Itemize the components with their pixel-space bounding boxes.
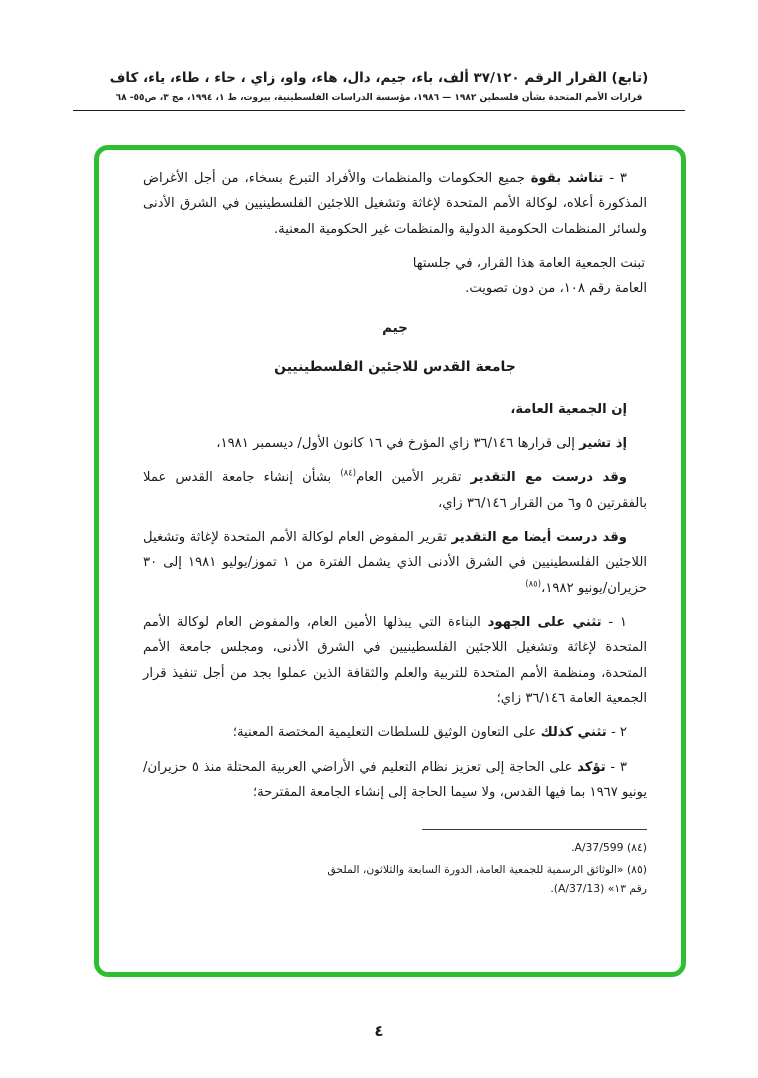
- footnote-84: [312, 838, 647, 857]
- paragraph-recalling: [143, 431, 647, 456]
- paragraph-considered-sg-lead: وقد درست مع التقدير: [470, 470, 627, 486]
- paragraph-considered-cg-lead: وقد درست أيضا مع التقدير: [451, 529, 627, 545]
- preamble-open-text: إن الجمعية العامة،: [510, 401, 627, 417]
- paragraph-operative-1-lead: تثني على الجهود: [487, 614, 602, 630]
- footnote-85: [312, 860, 647, 898]
- document-body: [99, 150, 681, 898]
- paragraph-operative-2-number: ٢ -: [606, 725, 627, 741]
- adoption-note: تبنت الجمعية العامة هذا القرار، في جلستها العامة رقم ١٠٨، من دون تصويت.: [412, 256, 647, 297]
- paragraph-appeal: [143, 166, 647, 242]
- paragraph-operative-2-lead: تثني كذلك: [540, 725, 607, 741]
- paragraph-operative-2-text: على التعاون الوثيق للسلطات التعليمية المختصة المعنية؛: [232, 725, 541, 741]
- paragraph-operative-3-lead: تؤكد: [577, 759, 606, 775]
- footnote-separator: [422, 829, 647, 830]
- footnote-84-marker: (٨٤): [626, 841, 647, 855]
- footnote-84-text: A/37/599.: [571, 841, 627, 855]
- footnote-85-marker: (٨٥): [626, 862, 647, 876]
- paragraph-operative-2: [143, 720, 647, 745]
- footnote-ref-84: (٨٤): [340, 468, 357, 479]
- page-number: ٤: [374, 1022, 384, 1040]
- paragraph-recalling-text: إلى قرارها ٣٦/١٤٦ زاي المؤرخ في ١٦ كانون الأول/ ديسمبر ١٩٨١،: [216, 435, 580, 451]
- content-frame: [94, 145, 686, 977]
- paragraph-operative-3-text: على الحاجة إلى تعزيز نظام التعليم في الأراضي العربية المحتلة منذ ٥ حزيران/يونيو ١٩٦٧ بما فيها القدس، ولا سيما الحاجة إلى إنشاء الجامعة المقترحة؛: [143, 759, 647, 800]
- paragraph-considered-sg-text-after: بشأن إنشاء جامعة القدس عملا بالفقرتين ٥ و٦ من القرار ٣٦/١٤٦ زاي،: [143, 470, 647, 511]
- paragraph-considered-cg: [143, 525, 647, 601]
- paragraph-appeal-number: ٣ -: [603, 171, 627, 186]
- header-divider: [73, 110, 685, 111]
- footnotes-section: [143, 829, 647, 898]
- resolution-continuation-title: (تابع) القرار الرقم ٣٧/١٢٠ ألف، باء، جيم، دال، هاء، واو، زاي ، حاء ، طاء، ياء، كاف: [109, 70, 649, 86]
- section-letter: جيم: [382, 319, 408, 336]
- paragraph-appeal-lead: تناشد بقوة: [530, 171, 604, 186]
- paragraph-considered-sg: [143, 465, 647, 516]
- source-citation: قرارات الأمم المتحدة بشأن فلسطين ١٩٨٢ — ١٩٨٦، مؤسسة الدراسات الفلسطينية، بيروت، ط ١، ١٩٩٤، مج ٣، ص٥٥- ٦٨: [115, 93, 643, 103]
- paragraph-appeal-text: جميع الحكومات والمنظمات والأفراد التبرع بسخاء، من أجل الأغراض المذكورة أعلاه، لوكالة الأمم المتحدة لإغاثة وتشغيل اللاجئين الفلسطينيين في الشرق الأدنى ولسائر المنظمات الحكومية الدولية والمنظمات غير الحكومية المعنية.: [143, 171, 647, 237]
- paragraph-recalling-lead: إذ تشير: [579, 435, 627, 451]
- paragraph-operative-3-number: ٣ -: [605, 759, 627, 775]
- paragraph-operative-1-number: ١ -: [601, 614, 627, 630]
- section-title: جامعة القدس للاجئين الفلسطينيين: [274, 358, 516, 375]
- paragraph-operative-1: [143, 610, 647, 711]
- footnote-ref-85: (٨٥): [525, 579, 542, 590]
- paragraph-considered-sg-text: تقرير الأمين العام: [356, 470, 471, 486]
- document-header: [0, 70, 758, 111]
- paragraph-operative-1-text: البناءة التي يبذلها الأمين العام، والمفوض العام لوكالة الأمم المتحدة لإغاثة وتشغيل اللاجئين الفلسطينيين في الشرق الأدنى، ومجلس جامعة الأمم المتحدة، ومنظمة الأمم المتحدة للتربية والعلم والثقافة الذين عملوا بجد من أجل تنفيذ قرار الجمعية العامة ٣٦/١٤٦ زاي؛: [143, 614, 647, 706]
- paragraph-preamble-open: [143, 397, 647, 422]
- paragraph-considered-cg-text: تقرير المفوض العام لوكالة الأمم المتحدة لإغاثة وتشغيل اللاجئين الفلسطينيين في الشرق الأدنى الذي يشمل الفترة من ١ تموز/يوليو ١٩٨١ إلى ٣٠ حزيران/يونيو ١٩٨٢،: [143, 529, 648, 596]
- paragraph-operative-3: [143, 755, 647, 806]
- footnote-85-text: «الوثائق الرسمية للجمعية العامة، الدورة السابعة والثلاثون، الملحق رقم ١٣» (A/37/13).: [327, 862, 647, 895]
